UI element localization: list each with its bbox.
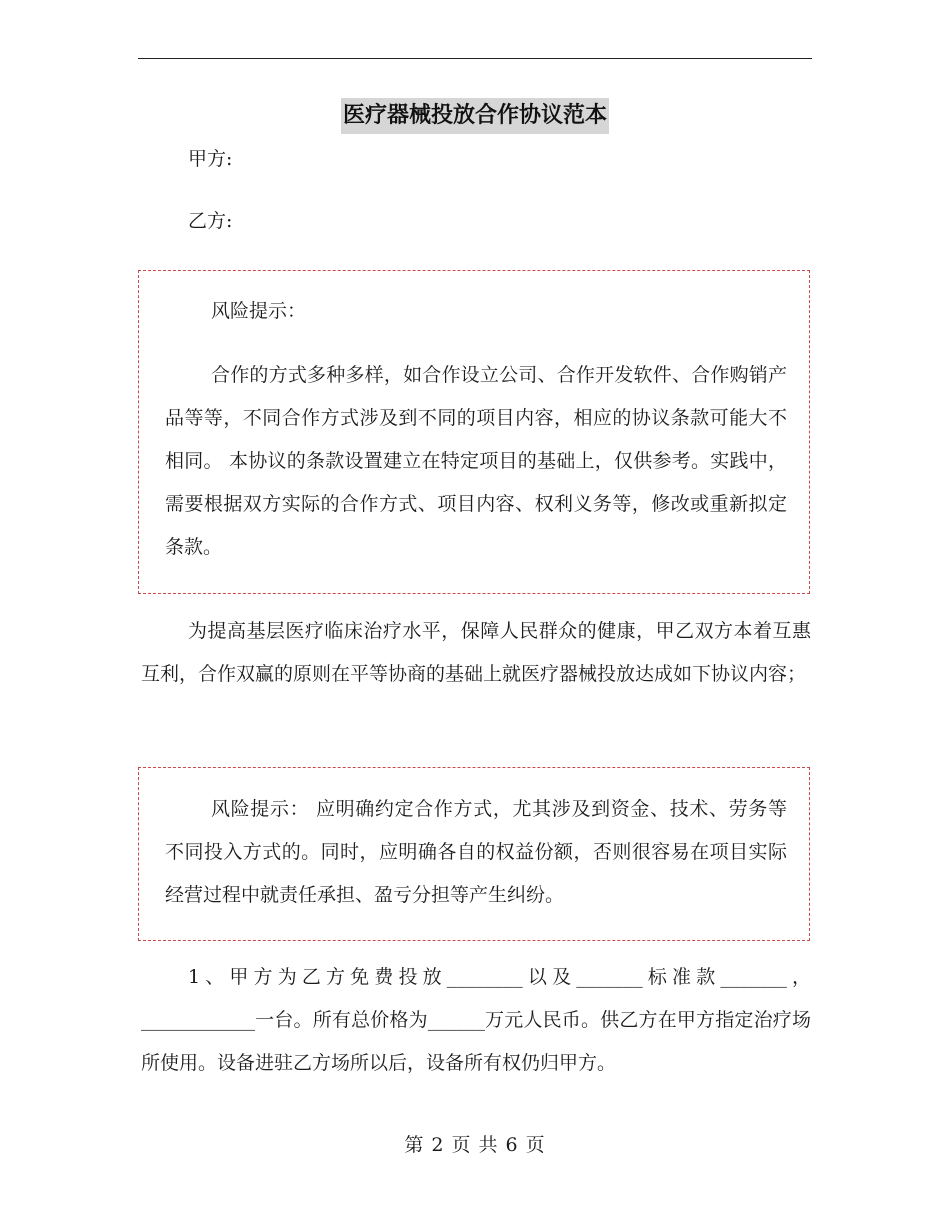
risk-notice-text: 合作的方式多种多样，如合作设立公司、合作开发软件、合作购销产品等等，不同合作方式涉及到不同的项目内容，相应的协议条款可能大不相同。 本协议的条款设置建立在特定项目的基础上，仅供参考。实践中，需要根据双方实际的合作方式、项目内容、权利义务等，修改或重新拟定条款。: [165, 364, 787, 558]
document-title: 医疗器械投放合作协议范本: [341, 98, 609, 134]
risk-notice-box: [138, 270, 810, 594]
page-footer: 第 2 页 共 6 页: [404, 1134, 546, 1156]
risk-notice-2-text: 风险提示： 应明确约定合作方式，尤其涉及到资金、技术、劳务等不同投入方式的。同时，应明确各自的权益份额，否则很容易在项目实际经营过程中就责任承担、盈亏分担等产生纠纷。: [165, 798, 787, 906]
title-container: [0, 98, 950, 134]
party-a-label: 甲方:: [188, 148, 233, 170]
intro-paragraph: 为提高基层医疗临床治疗水平，保障人民群众的健康，甲乙双方本着互惠互利，合作双赢的原则在平等协商的基础上就医疗器械投放达成如下协议内容；: [141, 620, 811, 685]
risk-notice-box-2: [138, 767, 810, 941]
clause-1: 1、甲方为乙方免费投放________以及_______标准款_______，____________一台。所有总价格为______万元人民币。供乙方在甲方指定治疗场所使用。设备进驻乙方场所以后，设备所有权仍归甲方。: [141, 966, 811, 1074]
party-b-label: 乙方:: [188, 210, 233, 232]
header-rule: [138, 58, 812, 59]
risk-notice-label: 风险提示：: [211, 300, 307, 322]
